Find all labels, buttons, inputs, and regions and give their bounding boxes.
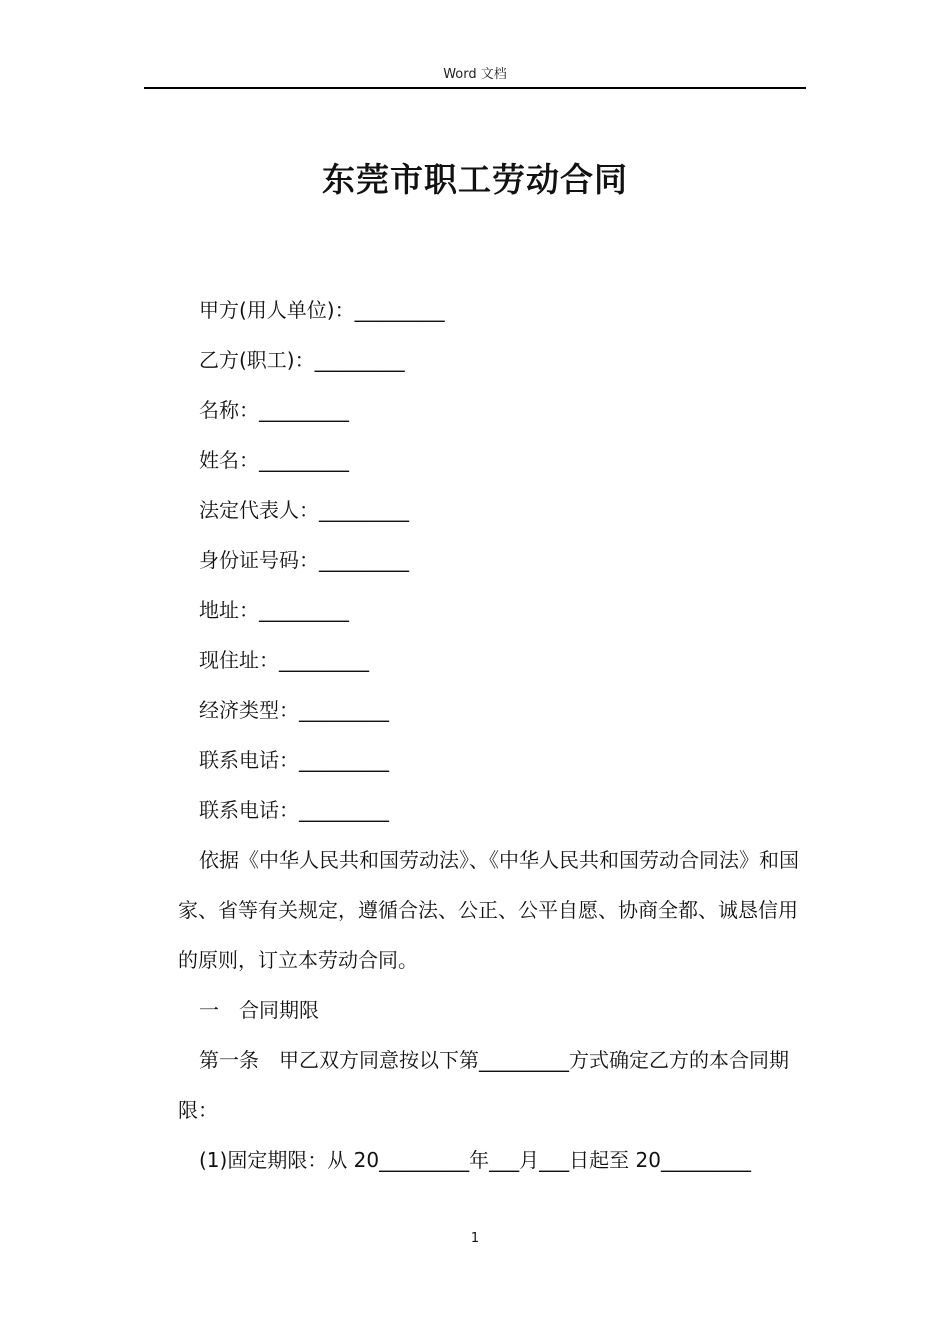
field-party-a: 甲方(用人单位)：_________: [199, 298, 445, 322]
field-phone-a: 联系电话：_________: [199, 748, 389, 772]
document-title: 东莞市职工劳动合同: [322, 160, 628, 199]
section-heading-contract-term: 一 合同期限: [199, 998, 319, 1022]
field-name: 名称：_________: [199, 398, 349, 422]
field-phone-b: 联系电话：_________: [199, 798, 389, 822]
article-1-paragraph: 第一条 甲乙双方同意按以下第_________方式确定乙方的本合同期限：: [178, 1048, 789, 1122]
page-number: 1: [470, 1231, 480, 1246]
field-economic-type: 经济类型：_________: [199, 698, 389, 722]
field-full-name: 姓名：_________: [199, 448, 349, 472]
page-header: Word 文档: [443, 67, 507, 82]
header-divider: [144, 87, 806, 89]
field-legal-representative: 法定代表人：_________: [199, 498, 409, 522]
preamble-paragraph: 依据《中华人民共和国劳动法》、《中华人民共和国劳动合同法》和国家、省等有关规定，遵循合法、公正、公平自愿、协商全都、诚恳信用的原则，订立本劳动合同。: [178, 848, 799, 972]
field-party-b: 乙方(职工)：_________: [199, 348, 405, 372]
term-fixed-line: (1)固定期限：从 20_________年___月___日起至 20_________: [199, 1148, 751, 1172]
field-address: 地址：_________: [199, 598, 349, 622]
document-body: [178, 285, 806, 1185]
field-current-address: 现住址：_________: [199, 648, 369, 672]
field-id-number: 身份证号码：_________: [199, 548, 409, 572]
